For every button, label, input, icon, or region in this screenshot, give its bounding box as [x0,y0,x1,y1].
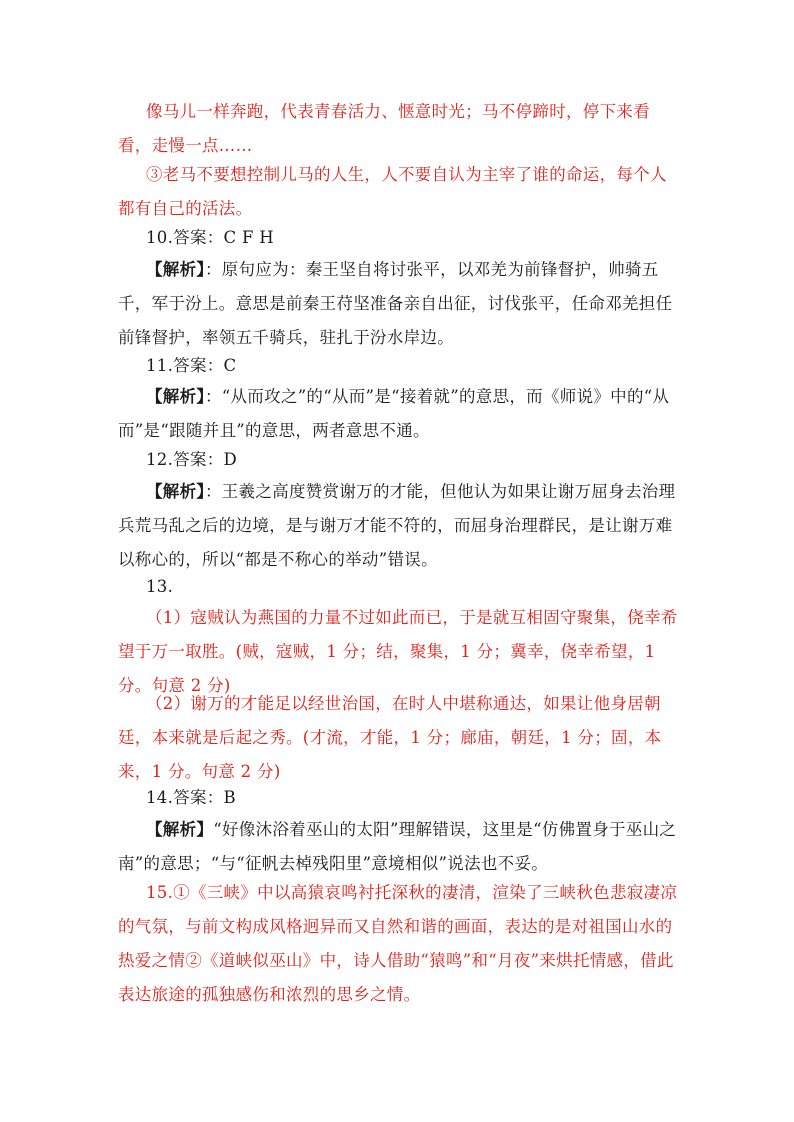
q12-answer: 12.答案：D [146,450,238,469]
q14-answer: 14.答案：B [146,788,236,807]
q13-translation-1: （1）寇贼认为燕国的力量不过如此而已，于是就互相固守聚集，侥幸希望于万一取胜。(贼，寇贼，1 分；结，聚集，1 分；冀幸，侥幸希望，1 分。句意 2 分) [118,608,678,695]
q11-answer: 11.答案：C [146,356,237,375]
analysis-label: 【解析】 [146,387,205,406]
q10-analysis [118,253,678,355]
q14-analysis-text: “好像沐浴着巫山的太阳”理解错误，这里是“仿佛置身于巫山之南”的意思；“与“征帆去棹残阳里”意境相似”说法也不妥。 [118,820,677,873]
q13-translation-2: （2）谢万的才能足以经世治国，在时人中堪称通达，如果让他身居朝廷，本来就是后起之秀。(才流，才能，1 分；廊庙，朝廷，1 分；固，本来，1 分。句意 2 分) [118,694,662,781]
q15-answer: 15.①《三峡》中以高猿哀鸣衬托深秋的凄清，渲染了三峡秋色悲寂凄凉的气氛，与前文构成风格迥异而又自然和谐的画面，表达的是对祖国山水的热爱之情②《道峡似巫山》中，诗人借助“猿鸣”和“月夜”来烘托情感，借此表达旅途的孤独感伤和浓烈的思乡之情。 [118,883,678,1004]
q12-analysis-text: ：王羲之高度赞赏谢万的才能，但他认为如果让谢万屈身去治理兵荒马乱之后的边境，是与谢万才能不符的，而屈身治理群民，是让谢万难以称心的，所以“都是不称心的举动”错误。 [118,482,676,569]
red-paragraph-old-horse: ③老马不要想控制儿马的人生，人不要自认为主宰了谁的命运，每个人都有自己的活法。 [118,165,667,218]
q11-analysis [118,380,678,448]
q14-analysis [118,813,678,881]
q10-analysis-text: ：原句应为：秦王坚自将讨张平，以邓羌为前锋督护，帅骑五千，军于汾上。意思是前秦王苻坚准备亲自出征，讨伐张平，任命邓羌担任前锋督护，率领五千骑兵，驻扎于汾水岸边。 [118,260,673,347]
analysis-label: 【解析】 [146,820,214,839]
analysis-label: 【解析】 [146,482,205,501]
q10-answer: 10.答案：C F H [146,228,274,247]
q12-analysis [118,475,678,577]
red-paragraph-horse-running: 像马儿一样奔跑，代表青春活力、惬意时光；马不停蹄时，停下来看看，走慢一点…… [118,102,650,155]
q13-number: 13. [146,577,174,596]
analysis-label: 【解析】 [146,260,205,279]
q11-analysis-text: ：“从而攻之”的“从而”是“接着就”的意思，而《师说》中的“从而”是“跟随并且”的意思，两者意思不通。 [118,387,670,440]
